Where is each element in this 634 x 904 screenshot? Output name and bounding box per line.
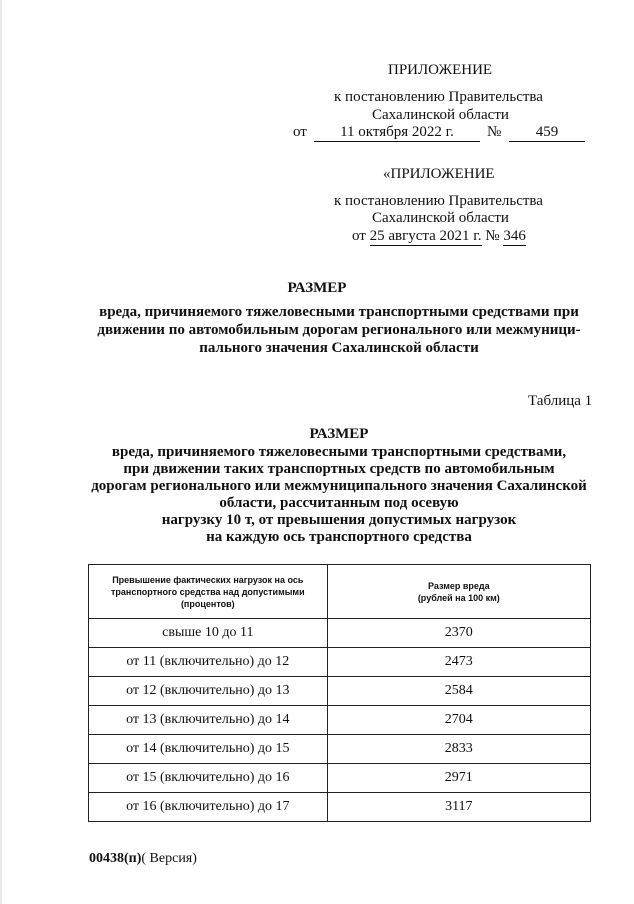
decree-line-1: к постановлению Правительства (334, 89, 543, 105)
table-row (89, 648, 591, 677)
col-header-overload (89, 565, 328, 619)
prev-decree-line-1: к постановлению Правительства (334, 193, 543, 209)
harm-value-cell: 2704 (327, 706, 590, 735)
col-header-harm (327, 565, 590, 619)
table-heading-line-3: дорогам регионального или межмуниципального значения Сахалинской (91, 478, 587, 494)
col-header-harm-line-1: Размер вреда (427, 580, 490, 591)
table-heading-line-2: при движении таких транспортных средств по автомобильным (123, 461, 555, 477)
overload-range-cell: от 12 (включительно) до 13 (89, 677, 328, 706)
decree-line-2: Сахалинской области (372, 107, 509, 123)
harm-value-cell: 2833 (327, 735, 590, 764)
overload-range-cell: от 16 (включительно) до 17 (89, 793, 328, 822)
col-header-harm-line-2: (рублей на 100 км) (417, 592, 500, 603)
decree-date: 11 октября 2022 г. (314, 124, 480, 142)
col-header-overload-line-1: Превышение фактических нагрузок на ось (112, 574, 304, 585)
overload-range-cell: от 11 (включительно) до 12 (89, 648, 328, 677)
main-heading-line-1: вреда, причиняемого тяжеловесными транспортными средствами при (99, 304, 579, 320)
table-row (89, 764, 591, 793)
document-version: ( Версия) (141, 851, 197, 866)
harm-value-cell: 3117 (327, 793, 590, 822)
harm-value-cell: 2370 (327, 619, 590, 648)
harm-value-cell: 2584 (327, 677, 590, 706)
table-row (89, 706, 591, 735)
col-header-overload-line-2: транспортного средства над допустимыми (110, 586, 305, 597)
table-row (89, 619, 591, 648)
overload-range-cell: от 14 (включительно) до 15 (89, 735, 328, 764)
table-row (89, 677, 591, 706)
prev-decree-line-2: Сахалинской области (372, 210, 509, 226)
overload-range-cell: от 15 (включительно) до 16 (89, 764, 328, 793)
prev-decree-number-label: № (485, 228, 500, 244)
table-heading-line-6: на каждую ось транспортного средства (206, 529, 472, 545)
harm-value-cell: 2971 (327, 764, 590, 793)
table-label: Таблица 1 (528, 393, 593, 409)
harm-value-cell: 2473 (327, 648, 590, 677)
harm-rate-table (88, 564, 591, 822)
table-heading-line-5: нагрузку 10 т, от превышения допустимых нагрузок (161, 512, 517, 528)
main-heading-title: РАЗМЕР (287, 280, 347, 296)
prev-decree-number: 346 (503, 228, 526, 244)
appendix-title: ПРИЛОЖЕНИЕ (388, 62, 493, 78)
table-heading-line-4: области, рассчитанным под осевую (219, 495, 459, 511)
table-header-row (89, 565, 591, 619)
main-heading-line-3: пального значения Сахалинской области (199, 340, 479, 356)
decree-number: 459 (509, 124, 585, 142)
decree-number-label: № (487, 124, 502, 140)
prev-decree-from-label: от (352, 228, 366, 244)
table-heading-line-1: вреда, причиняемого тяжеловесными транспортными средствами, (111, 444, 567, 460)
main-heading-line-2: движении по автомобильным дорогам регионального или межмуници- (97, 322, 581, 338)
document-code: 00438(п) (89, 851, 142, 866)
overload-range-cell: от 13 (включительно) до 14 (89, 706, 328, 735)
overload-range-cell: свыше 10 до 11 (89, 619, 328, 648)
col-header-overload-line-3: (процентов) (180, 598, 235, 609)
prev-appendix-title: «ПРИЛОЖЕНИЕ (383, 166, 495, 182)
prev-decree-date: 25 августа 2021 г. (369, 228, 482, 244)
table-heading-title: РАЗМЕР (309, 426, 369, 442)
decree-from-label: от (293, 124, 307, 140)
document-footer (89, 851, 197, 867)
table-row (89, 793, 591, 822)
table-row (89, 735, 591, 764)
